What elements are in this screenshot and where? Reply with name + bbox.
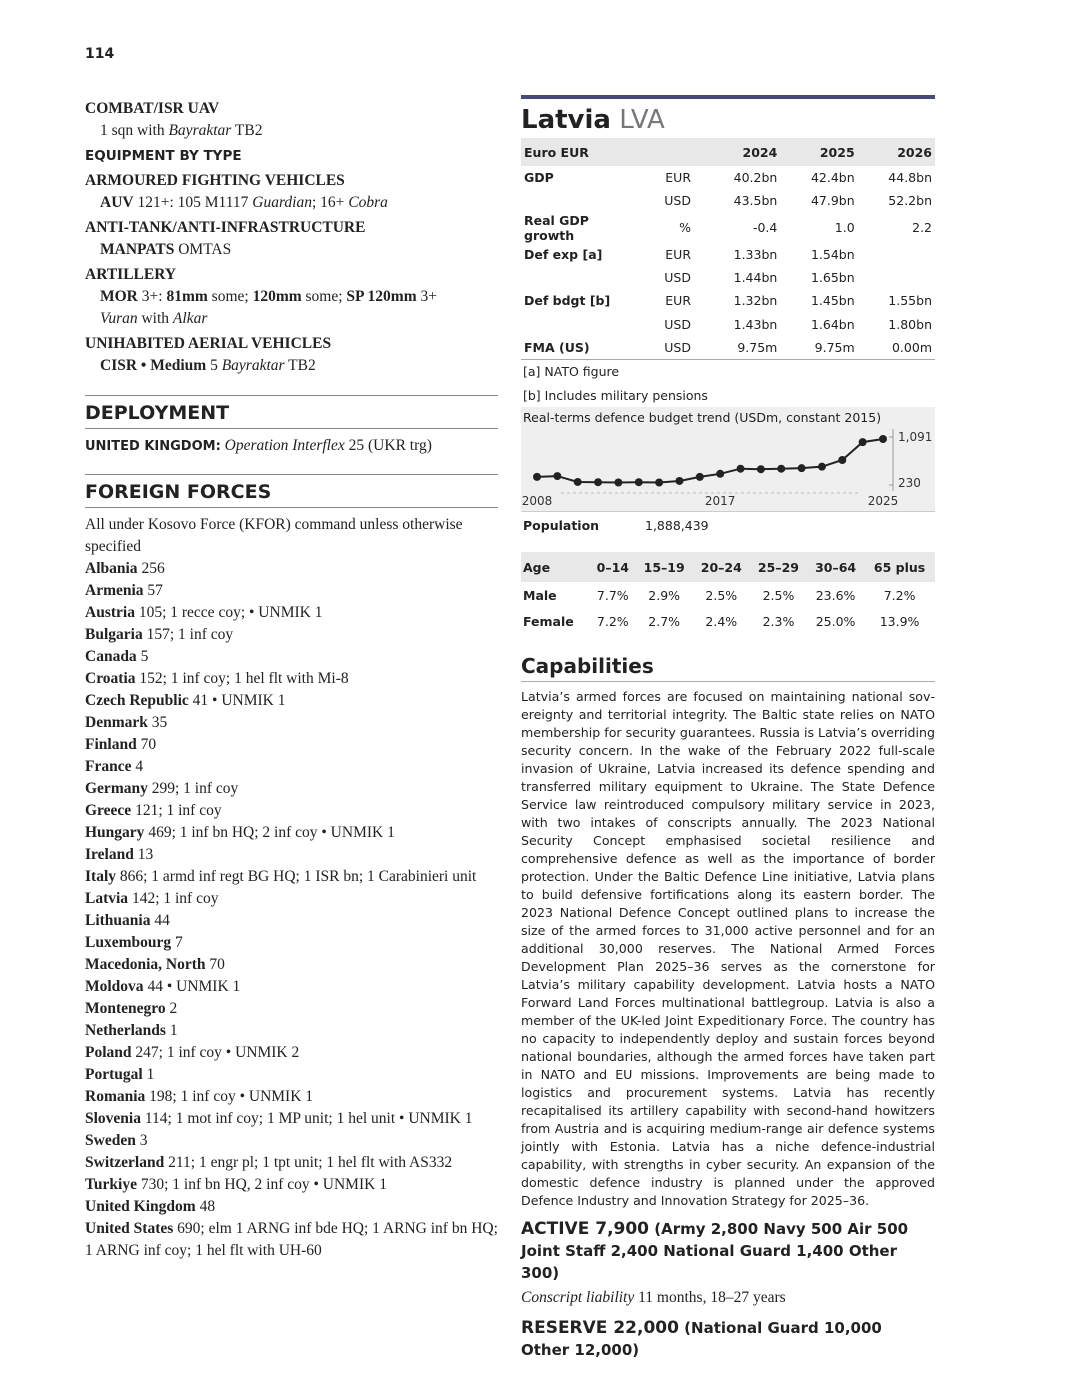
- chart-data-point: [798, 464, 806, 472]
- age-table: [521, 552, 935, 634]
- list-item: AUV 121+: 105 M1117 Guardian; 16+ Cobra: [100, 194, 388, 211]
- chart-data-point: [838, 456, 846, 464]
- chart-data-point: [818, 463, 826, 471]
- conscript-liability: Conscript liability 11 months, 18–27 years: [521, 1289, 786, 1307]
- page-number: 114: [85, 46, 115, 62]
- chart-x-tick-label: 2017: [704, 494, 736, 509]
- foreign-force-row: Denmark 35: [85, 714, 168, 731]
- table-row: USD 43.5bn 47.9bn 52.2bn: [664, 193, 932, 209]
- table-row: Def exp [a] EUR 1.33bn 1.54bn: [524, 246, 855, 262]
- chart-x-tick-label: 2008: [521, 494, 553, 509]
- chart-data-point: [737, 465, 745, 473]
- table-row: Real GDP growth % -0.4 1.0 2.2: [524, 212, 932, 243]
- country-name: Latvia: [521, 105, 611, 135]
- foreign-force-row: Austria 105; 1 recce coy; • UNMIK 1: [85, 604, 323, 621]
- foreign-force-row: Switzerland 211; 1 engr pl; 1 tpt unit; 1 hel flt with AS332: [85, 1154, 453, 1171]
- right-column: [521, 95, 935, 1361]
- table-row: USD 1.44bn 1.65bn: [664, 270, 855, 286]
- list-item: 1 sqn with Bayraktar TB2: [100, 122, 263, 139]
- foreign-force-row: Canada 5: [85, 648, 149, 665]
- chart-data-point: [533, 473, 541, 481]
- heading-combat-isr-uav: COMBAT/ISR UAV: [85, 100, 220, 117]
- foreign-force-row: United Kingdom 48: [85, 1198, 216, 1215]
- foreign-force-row: Romania 198; 1 inf coy • UNMIK 1: [85, 1088, 314, 1105]
- table-header-row: Euro EUR 2024 2025 2026: [521, 138, 935, 166]
- foreign-force-row: France 4: [85, 758, 144, 775]
- economic-table: [521, 138, 935, 360]
- foreign-forces-list: [85, 558, 498, 1262]
- foreign-force-row: Armenia 57: [85, 582, 163, 599]
- table-row: Female 7.2% 2.7% 2.4% 2.3% 25.0% 13.9%: [523, 613, 920, 629]
- active-forces: ACTIVE 7,900 (Army 2,800 Navy 500 Air 500 Joint Staff 2,400 National Guard 1,400 Other 300): [521, 1219, 909, 1283]
- chart-data-point: [553, 472, 561, 480]
- list-item: CISR • Medium 5 Bayraktar TB2: [100, 357, 316, 374]
- country-code: LVA: [619, 105, 665, 135]
- foreign-forces-title: FOREIGN FORCES: [85, 474, 498, 508]
- chart-data-point: [859, 438, 867, 446]
- heading-artillery: ARTILLERY: [85, 266, 177, 283]
- deployment-entry: UNITED KINGDOM: Operation Interflex 25 (UKR trg): [85, 437, 432, 454]
- foreign-force-row: Italy 866; 1 armd inf regt BG HQ; 1 ISR bn; 1 Carabinieri unit: [85, 868, 477, 885]
- foreign-force-row: Netherlands 1: [85, 1022, 178, 1039]
- foreign-force-row: Slovenia 114; 1 mot inf coy; 1 MP unit; 1 hel unit • UNMIK 1: [85, 1110, 473, 1127]
- heading-afv: ARMOURED FIGHTING VEHICLES: [85, 172, 345, 189]
- chart-data-point: [777, 465, 785, 473]
- foreign-forces-intro: All under Kosovo Force (KFOR) command unless otherwise specified: [85, 516, 463, 555]
- foreign-force-row: Sweden 3: [85, 1132, 148, 1149]
- chart-title: Real-terms defence budget trend (USDm, constant 2015): [523, 410, 882, 426]
- foreign-force-row: Portugal 1: [85, 1066, 155, 1083]
- chart-data-point: [614, 479, 622, 487]
- table-header-row: Age 0–14 15–19 20–24 25–29 30–64 65 plus: [521, 552, 935, 582]
- table-row: USD 1.43bn 1.64bn 1.80bn: [664, 316, 932, 332]
- foreign-force-row: Hungary 469; 1 inf bn HQ; 2 inf coy • UNMIK 1: [85, 824, 395, 841]
- note-a: [a] NATO figure: [523, 364, 620, 380]
- chart-data-point: [635, 478, 643, 486]
- chart-x-tick-label: 2025: [867, 494, 899, 509]
- foreign-force-row: United States 690; elm 1 ARNG inf bde HQ; 1 ARNG inf bn HQ; 1 ARNG inf coy; 1 hel flt with UH-60: [85, 1220, 498, 1259]
- foreign-force-row: Ireland 13: [85, 846, 154, 863]
- population-value: 1,888,439: [645, 518, 709, 534]
- country-title: [521, 99, 935, 138]
- table-row: FMA (US) USD 9.75m 9.75m 0.00m: [521, 336, 935, 360]
- left-column: [85, 95, 498, 1262]
- chart-series-line: [537, 439, 883, 482]
- capabilities-title: Capabilities: [521, 654, 935, 682]
- foreign-force-row: Bulgaria 157; 1 inf coy: [85, 626, 234, 643]
- heading-anti-tank: ANTI-TANK/ANTI-INFRASTRUCTURE: [85, 219, 366, 236]
- foreign-force-row: Croatia 152; 1 inf coy; 1 hel flt with Mi-8: [85, 670, 349, 687]
- chart-data-point: [594, 478, 602, 486]
- deployment-title: DEPLOYMENT: [85, 395, 498, 429]
- foreign-force-row: Germany 299; 1 inf coy: [85, 780, 239, 797]
- foreign-force-row: Czech Republic 41 • UNMIK 1: [85, 692, 286, 709]
- chart-y-tick-label: 1,091: [898, 430, 933, 445]
- heading-equipment-by-type: EQUIPMENT BY TYPE: [85, 148, 242, 164]
- chart-data-point: [757, 465, 765, 473]
- table-row: Male 7.7% 2.9% 2.5% 2.5% 23.6% 7.2%: [523, 587, 916, 603]
- note-b: [b] Includes military pensions: [523, 387, 708, 403]
- foreign-force-row: Montenegro 2: [85, 1000, 178, 1017]
- foreign-force-row: Finland 70: [85, 736, 157, 753]
- chart-data-point: [716, 470, 724, 478]
- foreign-force-row: Poland 247; 1 inf coy • UNMIK 2: [85, 1044, 300, 1061]
- chart-y-tick-label: 230: [898, 476, 921, 491]
- trend-chart-svg: [521, 407, 935, 511]
- table-row: Def bdgt [b] EUR 1.32bn 1.45bn 1.55bn: [524, 293, 932, 309]
- foreign-force-row: Luxembourg 7: [85, 934, 183, 951]
- chart-data-point: [879, 435, 887, 443]
- foreign-force-row: Macedonia, North 70: [85, 956, 225, 973]
- foreign-force-row: Lithuania 44: [85, 912, 170, 929]
- chart-data-point: [655, 479, 663, 487]
- foreign-force-row: Moldova 44 • UNMIK 1: [85, 978, 241, 995]
- heading-uav: UNIHABITED AERIAL VEHICLES: [85, 335, 332, 352]
- foreign-force-row: Turkiye 730; 1 inf bn HQ, 2 inf coy • UNMIK 1: [85, 1176, 387, 1193]
- chart-data-point: [574, 478, 582, 486]
- chart-data-point: [675, 477, 683, 485]
- list-item: MANPATS OMTAS: [100, 241, 232, 258]
- chart-data-point: [696, 473, 704, 481]
- population-row: [521, 511, 935, 540]
- foreign-force-row: Latvia 142; 1 inf coy: [85, 890, 219, 907]
- population-label: Population: [523, 518, 600, 534]
- foreign-force-row: Greece 121; 1 inf coy: [85, 802, 222, 819]
- foreign-force-row: Albania 256: [85, 560, 165, 577]
- list-item: MOR 3+: 81mm some; 120mm some; SP 120mm 3+ Vuran with Alkar: [100, 288, 437, 327]
- trend-chart: [521, 407, 935, 511]
- reserve-forces: RESERVE 22,000 (National Guard 10,000 Other 12,000): [521, 1318, 882, 1360]
- table-row: GDP EUR 40.2bn 42.4bn 44.8bn: [524, 170, 932, 186]
- capabilities-text: Latvia’s armed forces are focused on maintaining national sovereignty and territorial integrity. The Baltic state relies on NATO membership for security guarantees. Russia is Latvia’s overriding security concern. In the wake of the February 2022 full-scale invasion of Ukraine, Latvia increased its defence spending and transferred military equipment to Ukraine. The State Defence Service law reintroduced compulsory military service in 2023, with two intakes of conscripts annually. The 2023 National Security Concept emphasised societal resilience and comprehensive defence as well as the importance of border protection. Under the Baltic Defence Line initiative, Latvia plans to build defensive fortifications along its eastern border. The 2023 National Defence Concept outlined plans to increase the size of the armed forces to 31,000 active personnel and for an additional 30,000 reserves. The National Armed Forces Development Plan 2025–36 serves as the cornerstone for Latvia’s military capability development. Latvia hosts a NATO Forward Land Forces multinational battlegroup. Latvia is also a member of the UK-led Joint Expeditionary Force. The country has no capacity to independently deploy and sustain forces beyond national boundaries, although the armed forces have taken part in NATO and EU missions. Improvements are being made to logistics and procurement systems. Latvia has recently recapitalised its artillery capability with second-hand howitzers from Austria and is acquiring medium-range air defence systems jointly with Estonia. Latvia has a niche defence-industrial capability, with strengths in cyber security. An expansion of the domestic defence industry is planned under the approved Defence Industry and Innovation Strategy for 2025–36.: [521, 689, 935, 1209]
